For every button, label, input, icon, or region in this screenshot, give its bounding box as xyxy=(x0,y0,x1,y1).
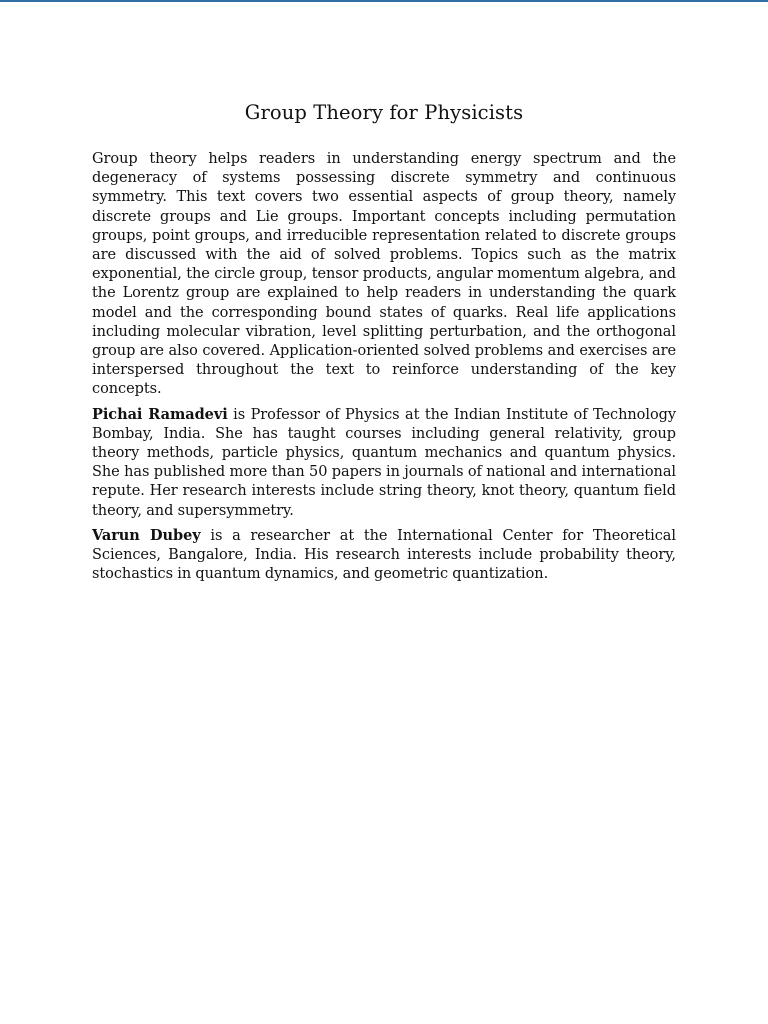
document-title: Group Theory for Physicists xyxy=(244,101,524,124)
author-name: Pichai Ramadevi xyxy=(92,405,228,423)
book-summary-paragraph: Group theory helps readers in understanding energy spectrum and the degeneracy of systems possessing discrete symmetry and continuous symmetry. This text covers two essential aspects of group theory, namely discrete groups and Lie groups. Important concepts including permutation groups, point groups, and irreducible representation related to discrete groups are discussed with the aid of solved problems. Topics such as the matrix exponential, the circle group, tensor products, angular momentum algebra, and the Lorentz group are explained to help readers in understanding the quark model and the corresponding bound states of quarks. Real life applications including molecular vibration, level splitting perturbation, and the orthogonal group are also covered. Application-oriented solved problems and exercises are interspersed throughout the text to reinforce understanding of the key concepts. xyxy=(92,151,676,398)
author-bio-text: is Professor of Physics at the Indian Institute of Technology Bombay, India. She has taught courses including general relativity, group theory methods, particle physics, quantum mechanics and quantum physics. She has published more than 50 papers in journals of national and international repute. Her research interests include string theory, knot theory, quantum field theory, and supersymmetry. xyxy=(92,406,677,519)
author-bio-paragraph xyxy=(92,405,676,521)
document-page xyxy=(92,96,676,584)
author-bio-paragraph xyxy=(92,526,676,585)
author-bio-text: is a researcher at the International Center for Theoretical Sciences, Bangalore, India. His research interests include probability theory, stochastics in quantum dynamics, and geometric quantization. xyxy=(92,527,676,583)
author-name: Varun Dubey xyxy=(92,526,201,544)
top-border-rule xyxy=(0,0,768,2)
